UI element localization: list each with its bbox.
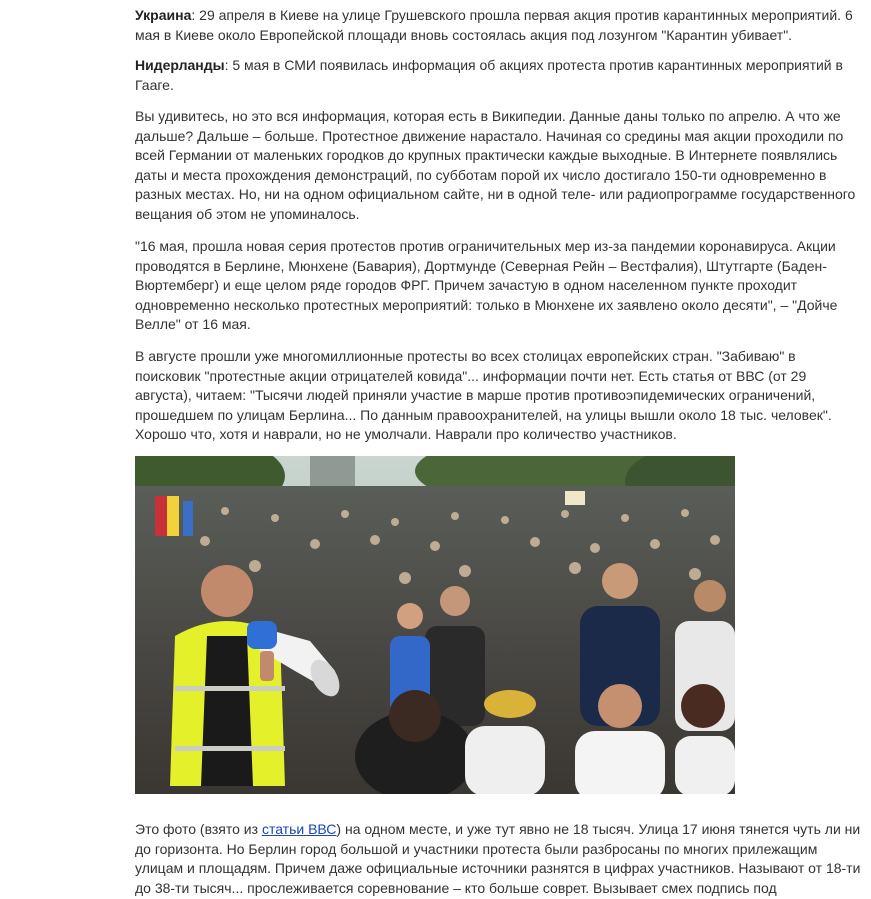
crowd-image [135,456,735,794]
country-label: Украина [135,7,192,23]
paragraph-text: : 29 апреля в Киеве на улице Грушевского прошла первая акция против карантинных мероприятий. 6 мая в Киеве около Европейской площади вновь состоялась акция под лозунгом "Карантин убивает". [135,7,853,43]
bbc-article-link[interactable]: статьи ВВС [261,821,337,837]
paragraph-photo-comment [135,820,863,898]
paragraph-text: : 5 мая в СМИ появилась информация об акциях протеста против карантинных мероприятий в Гааге. [135,57,843,93]
protest-photo [135,456,735,794]
paragraph-quote-dw: "16 мая, прошла новая серия протестов против ограничительных мер из-за пандемии коронавируса. Акции проводятся в Берлине, Мюнхене (Бавария), Дортмунде (Северная Рейн – Вестфалия), Штутгарте (Баден-Вюртемберг) и еще целом ряде городов ФРГ. Причем зачастую в одном населенном пункте проходит одновременно несколько протестных мероприятий: только в Мюнхене их заявлено около десяти", – "Дойче Велле" от 16 мая. [135,238,838,332]
paragraph-wikipedia: Вы удивитесь, но это вся информация, которая есть в Википедии. Данные даны только по апрелю. А что же дальше? Дальше – больше. Протестное движение нарастало. Начиная со средины мая акции проходили по всей Германии от маленьких городков до крупных практически каждые выходные. В Интернете появлялись даты и места прохождения демонстраций, по субботам порой их число достигало 150-ти одновременно в разных местах. Но, ни на одном официальном сайте, ни в одной теле- или радиопрограмме государственного вещания об этом не упоминалось. [135,108,856,222]
paragraph-netherlands [135,56,863,95]
paragraph-text: ) на одном месте, и уже тут явно не 18 тысяч. Улица 17 июня тянется чуть ли ни до горизонта. Но Берлин город большой и участники протеста были разбросаны по многих прилежащим улицам и площадям. Причем даже официальные источники разнятся в цифрах участников. Называют от 18-ти до 38-ти тысяч... прослеживается соревнование – кто больше соврет. Вызывает смех подпись под [135,821,861,896]
paragraph-august: В августе прошли уже многомиллионные протесты во всех столицах европейских стран. "Забиваю" в поисковик "протестные акции отрицателей ковида"... информации почти нет. Есть статья от ВВС (от 29 августа), читаем: "Тысячи людей приняли участие в марше против противоэпидемических ограничений, прошедшем по улицам Берлина... По данным правоохранителей, на улицы вышли около 18 тыс. человек". Хорошо что, хотя и наврали, но не умолчали. Наврали про количество участников. [135,348,832,442]
paragraph-text: Это фото (взято из [135,821,262,837]
country-label: Нидерланды [135,57,225,73]
paragraph-ukraine [135,6,863,45]
